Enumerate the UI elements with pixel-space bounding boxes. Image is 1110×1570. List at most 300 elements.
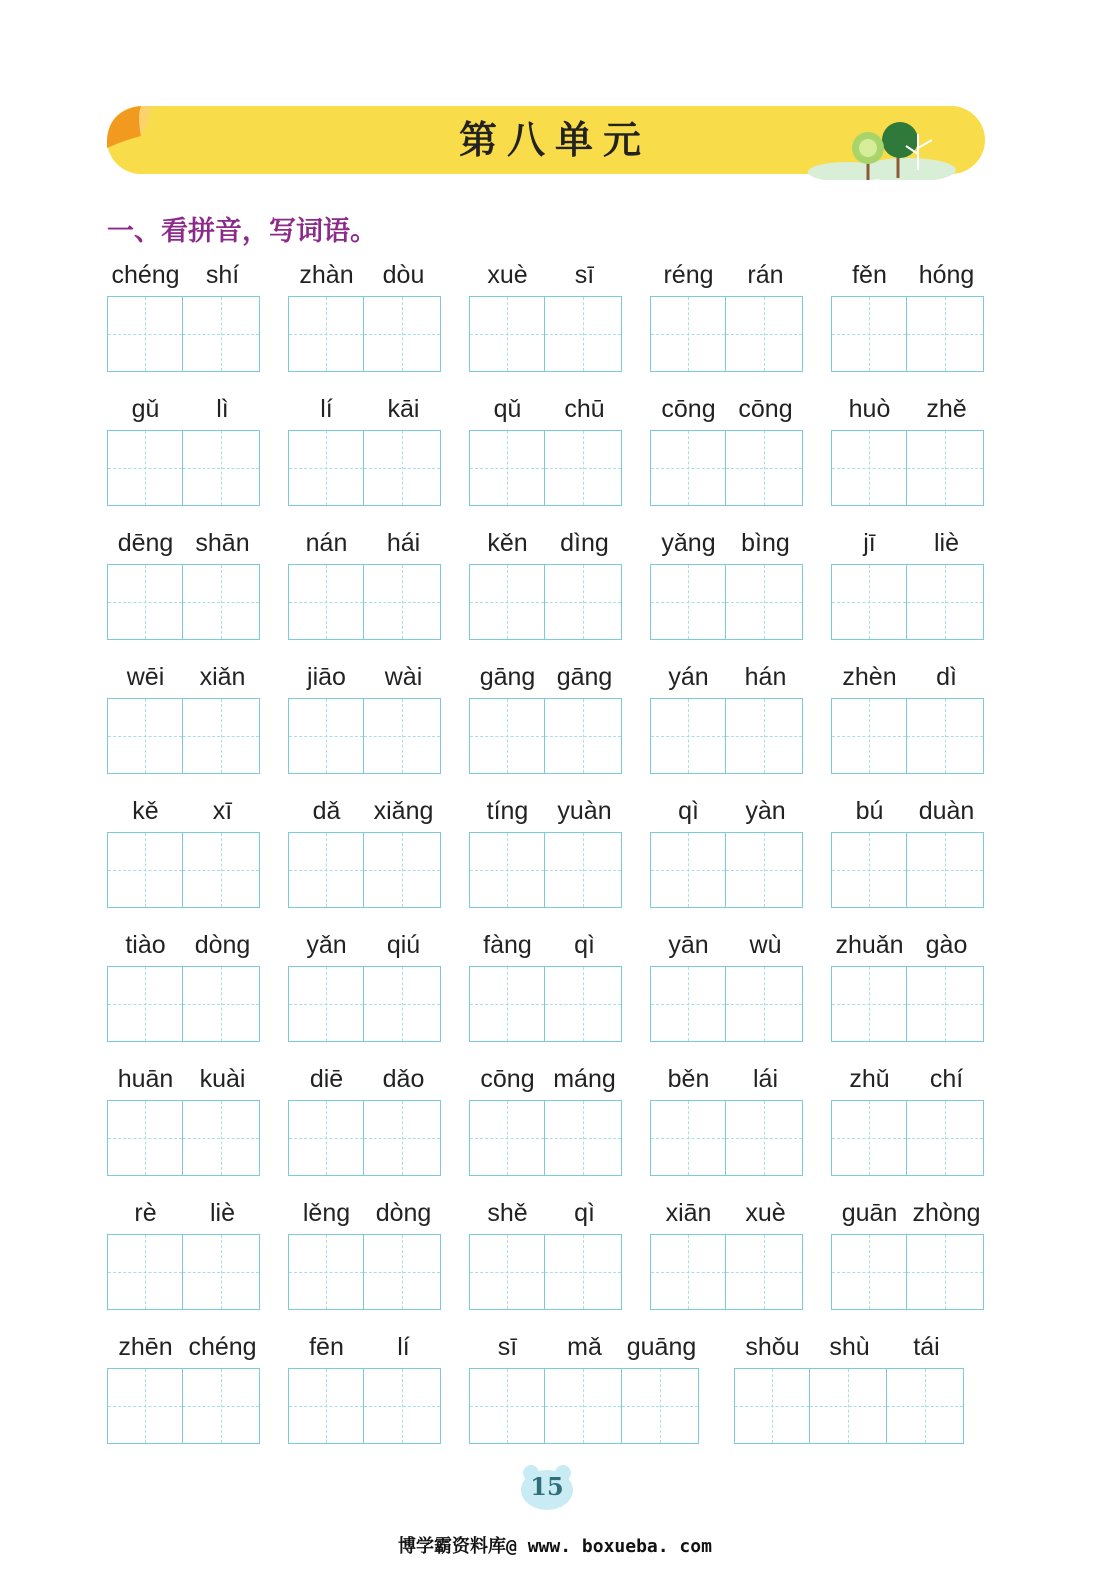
pinyin-syllable: yǎn	[306, 931, 347, 959]
word-item	[831, 928, 985, 1058]
writing-cell[interactable]	[469, 296, 545, 372]
writing-cell[interactable]	[107, 564, 183, 640]
writing-cell[interactable]	[364, 564, 441, 640]
pinyin-syllable: hóng	[918, 261, 975, 289]
word-item	[107, 660, 261, 790]
pinyin-syllable: huò	[848, 395, 891, 423]
word-item	[288, 928, 442, 1058]
pinyin-syllable: kuài	[199, 1065, 246, 1093]
writing-grid	[650, 966, 803, 1042]
pinyin-line	[650, 392, 804, 426]
pinyin-line	[469, 1330, 700, 1364]
writing-cell[interactable]	[887, 1368, 964, 1444]
pinyin-line	[831, 794, 985, 828]
word-row	[0, 660, 1110, 794]
writing-grid	[288, 1100, 441, 1176]
pinyin-line	[650, 1196, 804, 1230]
pinyin-syllable: xiǎng	[373, 797, 434, 825]
word-item	[107, 928, 261, 1058]
word-item	[831, 1196, 985, 1326]
footer-watermark: 博学霸资料库@ www. boxueba. com	[398, 1536, 712, 1557]
pinyin-syllable: lěng	[302, 1199, 351, 1227]
pinyin-syllable: rán	[747, 261, 784, 289]
writing-cell[interactable]	[831, 1234, 907, 1310]
writing-cell[interactable]	[107, 832, 183, 908]
pinyin-syllable: yán	[668, 663, 709, 691]
pinyin-syllable: sī	[497, 1333, 518, 1361]
pinyin-line	[469, 1062, 623, 1096]
writing-cell[interactable]	[726, 698, 803, 774]
writing-cell[interactable]	[107, 1368, 183, 1444]
writing-cell[interactable]	[469, 564, 545, 640]
word-item	[469, 794, 623, 924]
writing-grid	[288, 698, 441, 774]
writing-grid	[650, 1100, 803, 1176]
writing-grid	[469, 1100, 622, 1176]
word-item	[469, 392, 623, 522]
pinyin-line	[831, 1196, 985, 1230]
pinyin-line	[288, 794, 442, 828]
writing-grid	[831, 296, 984, 372]
word-item	[288, 794, 442, 924]
writing-grid	[469, 430, 622, 506]
writing-cell[interactable]	[726, 564, 803, 640]
writing-cell[interactable]	[650, 1234, 726, 1310]
writing-grid	[831, 966, 984, 1042]
pinyin-syllable: xiān	[665, 1199, 712, 1227]
pinyin-line	[469, 794, 623, 828]
writing-cell[interactable]	[288, 430, 364, 506]
writing-cell[interactable]	[810, 1368, 887, 1444]
writing-cell[interactable]	[107, 1234, 183, 1310]
writing-cell[interactable]	[107, 698, 183, 774]
writing-cell[interactable]	[183, 832, 260, 908]
writing-grid	[469, 1368, 699, 1444]
word-item	[831, 258, 985, 388]
writing-cell[interactable]	[469, 832, 545, 908]
pinyin-line	[288, 928, 442, 962]
unit-title: 第八单元	[458, 118, 651, 162]
writing-cell[interactable]	[545, 1368, 622, 1444]
pinyin-line	[831, 258, 985, 292]
pinyin-syllable: dòng	[194, 931, 251, 959]
pinyin-syllable: qì	[678, 797, 699, 825]
pinyin-syllable: xuè	[487, 261, 528, 289]
writing-grid	[107, 564, 260, 640]
section-title: 一、看拼音，写词语。	[107, 216, 377, 247]
word-row	[0, 526, 1110, 660]
pinyin-syllable: chí	[929, 1065, 964, 1093]
pinyin-syllable: diē	[309, 1065, 344, 1093]
pinyin-syllable: lì	[216, 395, 229, 423]
writing-cell[interactable]	[545, 296, 622, 372]
word-item	[650, 1062, 804, 1192]
pinyin-syllable: zhuǎn	[835, 931, 904, 959]
pinyin-syllable: hái	[386, 529, 421, 557]
writing-cell[interactable]	[545, 1234, 622, 1310]
pinyin-line	[469, 258, 623, 292]
pinyin-syllable: shān	[195, 529, 250, 557]
writing-cell[interactable]	[650, 430, 726, 506]
writing-cell[interactable]	[545, 966, 622, 1042]
writing-cell[interactable]	[650, 966, 726, 1042]
writing-cell[interactable]	[183, 1368, 260, 1444]
pinyin-line	[469, 928, 623, 962]
pinyin-line	[650, 660, 804, 694]
word-item	[107, 526, 261, 656]
writing-cell[interactable]	[726, 1234, 803, 1310]
pinyin-line	[831, 928, 985, 962]
pinyin-line	[288, 258, 442, 292]
pinyin-syllable: fěn	[852, 261, 887, 289]
writing-cell[interactable]	[364, 966, 441, 1042]
writing-cell[interactable]	[545, 1100, 622, 1176]
word-row	[0, 392, 1110, 526]
writing-cell[interactable]	[288, 296, 364, 372]
writing-cell[interactable]	[364, 698, 441, 774]
writing-grid	[107, 430, 260, 506]
pinyin-syllable: máng	[553, 1065, 616, 1093]
word-item	[469, 258, 623, 388]
pinyin-syllable: bìng	[741, 529, 790, 557]
pinyin-syllable: liè	[933, 529, 959, 557]
writing-grid	[107, 1368, 260, 1444]
writing-cell[interactable]	[907, 698, 984, 774]
writing-cell[interactable]	[650, 564, 726, 640]
pinyin-syllable: xiǎn	[199, 663, 246, 691]
writing-cell[interactable]	[288, 832, 364, 908]
pinyin-syllable: qì	[574, 931, 595, 959]
writing-grid	[107, 832, 260, 908]
pinyin-syllable: guān	[841, 1199, 898, 1227]
word-item	[831, 526, 985, 656]
pinyin-syllable: mǎ	[567, 1333, 602, 1361]
word-item	[469, 526, 623, 656]
pinyin-syllable: qì	[574, 1199, 595, 1227]
pinyin-syllable: chū	[564, 395, 605, 423]
writing-cell[interactable]	[288, 1368, 364, 1444]
writing-cell[interactable]	[469, 1100, 545, 1176]
word-row	[0, 1062, 1110, 1196]
pinyin-line	[650, 1062, 804, 1096]
pinyin-syllable: huān	[117, 1065, 174, 1093]
pinyin-syllable: chéng	[188, 1333, 257, 1361]
pinyin-syllable: dì	[936, 663, 957, 691]
pinyin-line	[734, 1330, 965, 1364]
writing-cell[interactable]	[288, 1234, 364, 1310]
word-item	[288, 258, 442, 388]
pinyin-line	[469, 1196, 623, 1230]
pinyin-syllable: zhēn	[118, 1333, 173, 1361]
word-item	[469, 1062, 623, 1192]
writing-cell[interactable]	[831, 430, 907, 506]
writing-cell[interactable]	[650, 698, 726, 774]
pinyin-line	[831, 660, 985, 694]
word-item	[650, 794, 804, 924]
pinyin-syllable: gāng	[556, 663, 613, 691]
writing-cell[interactable]	[183, 966, 260, 1042]
word-item	[831, 660, 985, 790]
pinyin-line	[469, 526, 623, 560]
word-item	[469, 1330, 700, 1460]
writing-grid	[107, 296, 260, 372]
word-item	[107, 1330, 261, 1460]
writing-cell[interactable]	[107, 296, 183, 372]
pinyin-syllable: shě	[487, 1199, 528, 1227]
word-item	[650, 928, 804, 1058]
writing-cell[interactable]	[364, 1368, 441, 1444]
writing-cell[interactable]	[545, 698, 622, 774]
pinyin-syllable: yuàn	[557, 797, 612, 825]
pinyin-syllable: zhǔ	[849, 1065, 890, 1093]
pinyin-syllable: dòng	[375, 1199, 432, 1227]
writing-grid	[831, 1100, 984, 1176]
pinyin-syllable: gào	[925, 931, 968, 959]
pinyin-line	[288, 526, 442, 560]
writing-cell[interactable]	[288, 698, 364, 774]
pinyin-syllable: shí	[205, 261, 240, 289]
pinyin-line	[650, 928, 804, 962]
writing-cell[interactable]	[907, 430, 984, 506]
pinyin-line	[288, 1330, 442, 1364]
pinyin-syllable: cōng	[661, 395, 716, 423]
writing-grid	[650, 832, 803, 908]
writing-cell[interactable]	[364, 430, 441, 506]
writing-cell[interactable]	[469, 966, 545, 1042]
word-item	[288, 526, 442, 656]
writing-cell[interactable]	[831, 296, 907, 372]
pinyin-line	[107, 794, 261, 828]
writing-grid	[469, 296, 622, 372]
word-row	[0, 258, 1110, 392]
writing-grid	[831, 1234, 984, 1310]
word-item	[288, 392, 442, 522]
word-item	[469, 1196, 623, 1326]
writing-grid	[831, 430, 984, 506]
writing-grid	[469, 966, 622, 1042]
writing-cell[interactable]	[726, 296, 803, 372]
writing-cell[interactable]	[183, 430, 260, 506]
pinyin-syllable: zhòng	[912, 1199, 981, 1227]
pinyin-syllable: wù	[749, 931, 782, 959]
pinyin-syllable: jiāo	[307, 663, 346, 691]
writing-cell[interactable]	[831, 966, 907, 1042]
writing-cell[interactable]	[364, 1100, 441, 1176]
writing-cell[interactable]	[469, 1368, 545, 1444]
word-item	[107, 794, 261, 924]
pinyin-line	[831, 392, 985, 426]
writing-cell[interactable]	[107, 966, 183, 1042]
writing-cell[interactable]	[726, 966, 803, 1042]
pinyin-line	[650, 794, 804, 828]
writing-cell[interactable]	[831, 1100, 907, 1176]
pinyin-syllable: fēn	[309, 1333, 344, 1361]
pinyin-syllable: cōng	[738, 395, 793, 423]
writing-cell[interactable]	[183, 1100, 260, 1176]
writing-cell[interactable]	[831, 698, 907, 774]
writing-cell[interactable]	[183, 564, 260, 640]
word-row	[0, 1330, 1110, 1464]
writing-grid	[469, 564, 622, 640]
writing-cell[interactable]	[622, 1368, 699, 1444]
writing-cell[interactable]	[288, 564, 364, 640]
writing-grid	[288, 430, 441, 506]
pinyin-line	[831, 1062, 985, 1096]
pinyin-syllable: duàn	[918, 797, 975, 825]
pinyin-syllable: wài	[384, 663, 423, 691]
writing-cell[interactable]	[545, 832, 622, 908]
pinyin-syllable: gǔ	[131, 395, 160, 423]
writing-grid	[107, 966, 260, 1042]
word-item	[288, 660, 442, 790]
pinyin-line	[650, 526, 804, 560]
writing-grid	[107, 698, 260, 774]
pinyin-line	[469, 392, 623, 426]
writing-cell[interactable]	[469, 1234, 545, 1310]
pinyin-syllable: dìng	[560, 529, 609, 557]
pinyin-syllable: zhàn	[299, 261, 354, 289]
pinyin-syllable: dǎo	[382, 1065, 425, 1093]
writing-cell[interactable]	[650, 296, 726, 372]
page-number: 15	[530, 1472, 564, 1501]
pinyin-syllable: chéng	[111, 261, 180, 289]
pinyin-syllable: yàn	[745, 797, 786, 825]
word-item	[288, 1062, 442, 1192]
writing-grid	[650, 564, 803, 640]
pinyin-syllable: kěn	[487, 529, 528, 557]
writing-cell[interactable]	[469, 698, 545, 774]
writing-cell[interactable]	[907, 966, 984, 1042]
tree-illustration-icon	[808, 118, 958, 180]
pinyin-syllable: sī	[574, 261, 595, 289]
writing-cell[interactable]	[726, 1100, 803, 1176]
writing-grid	[288, 1368, 441, 1444]
pinyin-syllable: yān	[668, 931, 709, 959]
writing-cell[interactable]	[469, 430, 545, 506]
writing-cell[interactable]	[734, 1368, 810, 1444]
writing-cell[interactable]	[545, 430, 622, 506]
writing-cell[interactable]	[726, 832, 803, 908]
pinyin-syllable: bú	[855, 797, 884, 825]
writing-cell[interactable]	[364, 832, 441, 908]
pinyin-line	[107, 392, 261, 426]
writing-cell[interactable]	[364, 1234, 441, 1310]
pinyin-syllable: shǒu	[745, 1333, 800, 1361]
word-item	[831, 794, 985, 924]
pinyin-syllable: lí	[320, 395, 333, 423]
word-item	[650, 1196, 804, 1326]
pinyin-syllable: jī	[863, 529, 876, 557]
writing-grid	[650, 296, 803, 372]
pinyin-syllable: réng	[663, 261, 714, 289]
word-item	[734, 1330, 965, 1460]
writing-grid	[469, 1234, 622, 1310]
pinyin-syllable: dǎ	[312, 797, 341, 825]
pinyin-syllable: xī	[212, 797, 233, 825]
pinyin-line	[288, 392, 442, 426]
word-item	[650, 258, 804, 388]
writing-grid	[831, 698, 984, 774]
writing-cell[interactable]	[545, 564, 622, 640]
writing-cell[interactable]	[831, 832, 907, 908]
writing-cell[interactable]	[907, 1234, 984, 1310]
writing-cell[interactable]	[907, 1100, 984, 1176]
word-row	[0, 1196, 1110, 1330]
writing-cell[interactable]	[726, 430, 803, 506]
pinyin-line	[650, 258, 804, 292]
word-item	[650, 660, 804, 790]
word-item	[107, 258, 261, 388]
writing-grid	[469, 832, 622, 908]
pinyin-syllable: gāng	[479, 663, 536, 691]
writing-cell[interactable]	[650, 832, 726, 908]
word-item	[469, 928, 623, 1058]
writing-grid	[831, 564, 984, 640]
writing-cell[interactable]	[107, 1100, 183, 1176]
pinyin-syllable: tiào	[125, 931, 166, 959]
pinyin-line	[288, 1062, 442, 1096]
writing-cell[interactable]	[183, 698, 260, 774]
writing-cell[interactable]	[907, 296, 984, 372]
writing-grid	[288, 1234, 441, 1310]
pinyin-syllable: fàng	[483, 931, 532, 959]
pinyin-syllable: guāng	[626, 1333, 697, 1361]
writing-grid	[734, 1368, 964, 1444]
pinyin-syllable: qǔ	[493, 395, 522, 423]
pinyin-line	[107, 660, 261, 694]
writing-cell[interactable]	[650, 1100, 726, 1176]
writing-cell[interactable]	[288, 1100, 364, 1176]
writing-grid	[831, 832, 984, 908]
writing-cell[interactable]	[907, 564, 984, 640]
writing-cell[interactable]	[364, 296, 441, 372]
writing-cell[interactable]	[831, 564, 907, 640]
writing-cell[interactable]	[288, 966, 364, 1042]
writing-grid	[288, 564, 441, 640]
pinyin-syllable: rè	[134, 1199, 157, 1227]
pinyin-syllable: kě	[132, 797, 159, 825]
word-row	[0, 794, 1110, 928]
pinyin-syllable: kāi	[387, 395, 420, 423]
pinyin-syllable: liè	[209, 1199, 235, 1227]
word-item	[650, 392, 804, 522]
word-item	[288, 1330, 442, 1460]
writing-cell[interactable]	[907, 832, 984, 908]
pinyin-syllable: zhě	[926, 395, 967, 423]
word-item	[107, 1196, 261, 1326]
pinyin-line	[107, 928, 261, 962]
pinyin-syllable: dòu	[382, 261, 425, 289]
pinyin-syllable: yǎng	[661, 529, 716, 557]
writing-cell[interactable]	[107, 430, 183, 506]
pinyin-line	[288, 1196, 442, 1230]
pinyin-syllable: lái	[752, 1065, 778, 1093]
writing-cell[interactable]	[183, 1234, 260, 1310]
word-row	[0, 928, 1110, 1062]
pinyin-syllable: hán	[744, 663, 787, 691]
pinyin-syllable: zhèn	[842, 663, 897, 691]
pinyin-syllable: nán	[305, 529, 348, 557]
word-item	[650, 526, 804, 656]
writing-grid	[288, 296, 441, 372]
pinyin-syllable: lí	[397, 1333, 410, 1361]
pinyin-line	[107, 1062, 261, 1096]
pinyin-line	[107, 526, 261, 560]
writing-grid	[107, 1100, 260, 1176]
pinyin-line	[288, 660, 442, 694]
word-item	[469, 660, 623, 790]
writing-cell[interactable]	[183, 296, 260, 372]
